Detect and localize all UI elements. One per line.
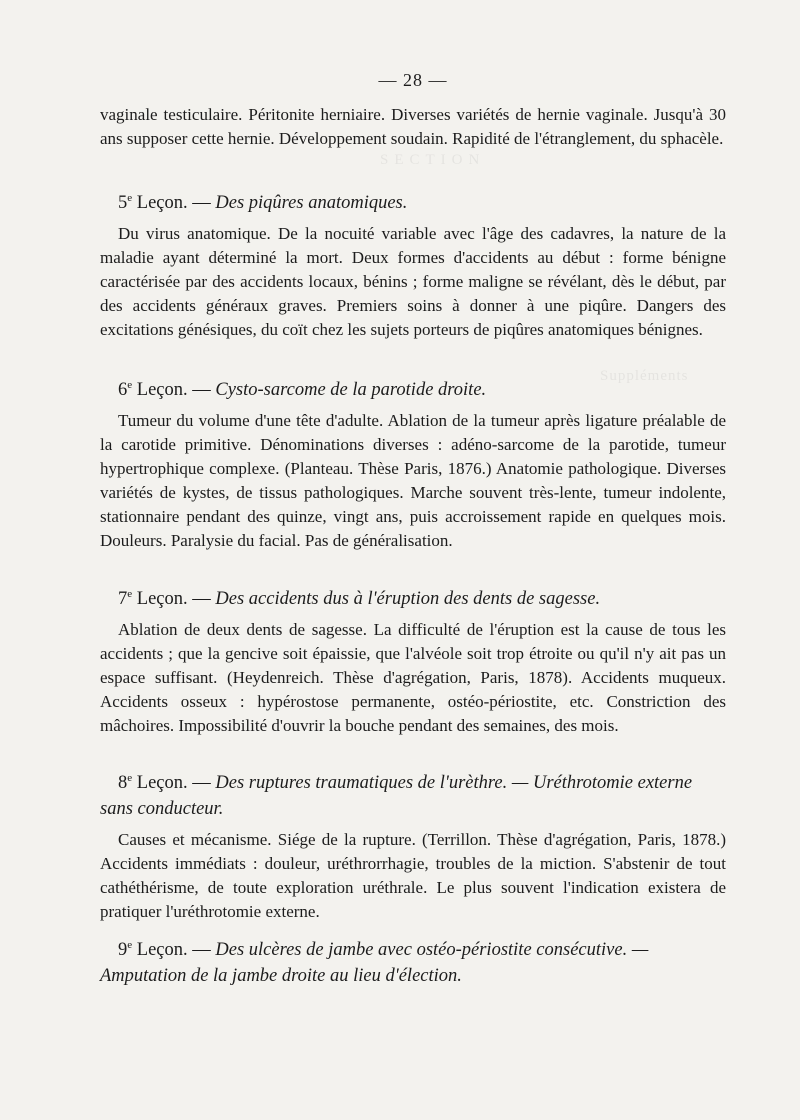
show-through-text: Suppléments bbox=[600, 368, 689, 384]
lesson-5 bbox=[100, 190, 726, 342]
lesson-word: Leçon. bbox=[136, 773, 188, 793]
lesson-ordinal: 9e bbox=[118, 938, 133, 960]
lesson-word: Leçon. bbox=[136, 589, 188, 609]
lesson-body: Causes et mécanisme. Siége de la rupture. (Terrillon. Thèse d'agrégation, Paris, 1878.) Accidents immédiats : douleur, uréthrorrhagie, troubles de la miction. S'abstenir de tout cathéthérisme, de toute exploration uréthrale. Le plus souvent l'indication existera de pratiquer l'uréthrotomie externe. bbox=[100, 830, 726, 921]
lesson-subject: Des piqûres anatomiques. bbox=[215, 193, 408, 213]
lesson-ordinal: 5e bbox=[118, 191, 133, 213]
lesson-subject: Des ruptures traumatiques de l'urèthre. — Uréthrotomie externe sans conducteur. bbox=[100, 773, 693, 819]
lesson-word: Leçon. bbox=[136, 193, 188, 213]
continuation-paragraph: vaginale testiculaire. Péritonite herniaire. Diverses variétés de hernie vaginale. Jusqu'à 30 ans supposer cette hernie. Développement soudain. Rapidité de l'étranglement, du sphacèle. bbox=[100, 105, 726, 148]
lesson-6 bbox=[100, 377, 726, 553]
lesson-heading bbox=[100, 377, 726, 403]
lesson-body: Ablation de deux dents de sagesse. La difficulté de l'éruption est la cause de tous les accidents ; que la gencive soit épaissie, que l'alvéole soit trop étroite ou qu'il n'y ait pas un espace suffisant. (Heydenreich. Thèse d'agrégation, Paris, 1878). Accidents muqueux. Accidents osseux : hypérostose permanente, ostéo-périostite, etc. Constriction des mâchoires. Impossibilité d'ouvrir la bouche pendant des semaines, des mois. bbox=[100, 620, 726, 735]
lesson-7 bbox=[100, 586, 726, 738]
lesson-body: Du virus anatomique. De la nocuité variable avec l'âge des cadavres, la nature de la maladie ayant déterminé la mort. Deux formes d'accidents au début : forme bénigne caractérisée par des accidents locaux, bénins ; forme maligne se révélant, dès le début, par des accidents généraux graves. Premiers soins à donner à une piqûre. Dangers des excitations génésiques, du coït chez les sujets porteurs de piqûres anatomiques bénignes. bbox=[100, 224, 726, 339]
show-through-text: SECTION bbox=[380, 152, 486, 168]
lesson-dash: — bbox=[192, 940, 211, 960]
lesson-subject: Des ulcères de jambe avec ostéo-périostite consécutive. — Amputation de la jambe droite au lieu d'élection. bbox=[100, 940, 649, 986]
lesson-heading bbox=[100, 770, 726, 822]
lesson-dash: — bbox=[192, 380, 211, 400]
lesson-dash: — bbox=[192, 773, 211, 793]
lesson-ordinal: 7e bbox=[118, 587, 133, 609]
lesson-body: Tumeur du volume d'une tête d'adulte. Ablation de la tumeur après ligature préalable de la carotide primitive. Dénominations diverses : adéno-sarcome de la parotide, tumeur hypertrophique complexe. (Planteau. Thèse Paris, 1876.) Anatomie pathologique. Diverses variétés de kystes, de tissus pathologiques. Marche souvent très-lente, tumeur indolente, stationnaire pendant des quinze, vingt ans, puis accroissement rapide en quelques mois. Douleurs. Paralysie du facial. Pas de généralisation. bbox=[100, 411, 726, 550]
lesson-ordinal: 8e bbox=[118, 771, 133, 793]
lesson-dash: — bbox=[192, 589, 211, 609]
lesson-word: Leçon. bbox=[136, 380, 188, 400]
lesson-heading bbox=[100, 586, 726, 612]
lesson-9 bbox=[100, 937, 726, 989]
lesson-8 bbox=[100, 770, 726, 924]
lesson-ordinal: 6e bbox=[118, 378, 133, 400]
page-number: — 28 — bbox=[378, 70, 448, 90]
lesson-dash: — bbox=[192, 193, 211, 213]
lesson-subject: Des accidents dus à l'éruption des dents de sagesse. bbox=[215, 589, 601, 609]
lesson-subject: Cysto-sarcome de la parotide droite. bbox=[215, 380, 487, 400]
lesson-heading bbox=[100, 190, 726, 216]
lesson-heading bbox=[100, 937, 726, 989]
lesson-word: Leçon. bbox=[136, 940, 188, 960]
